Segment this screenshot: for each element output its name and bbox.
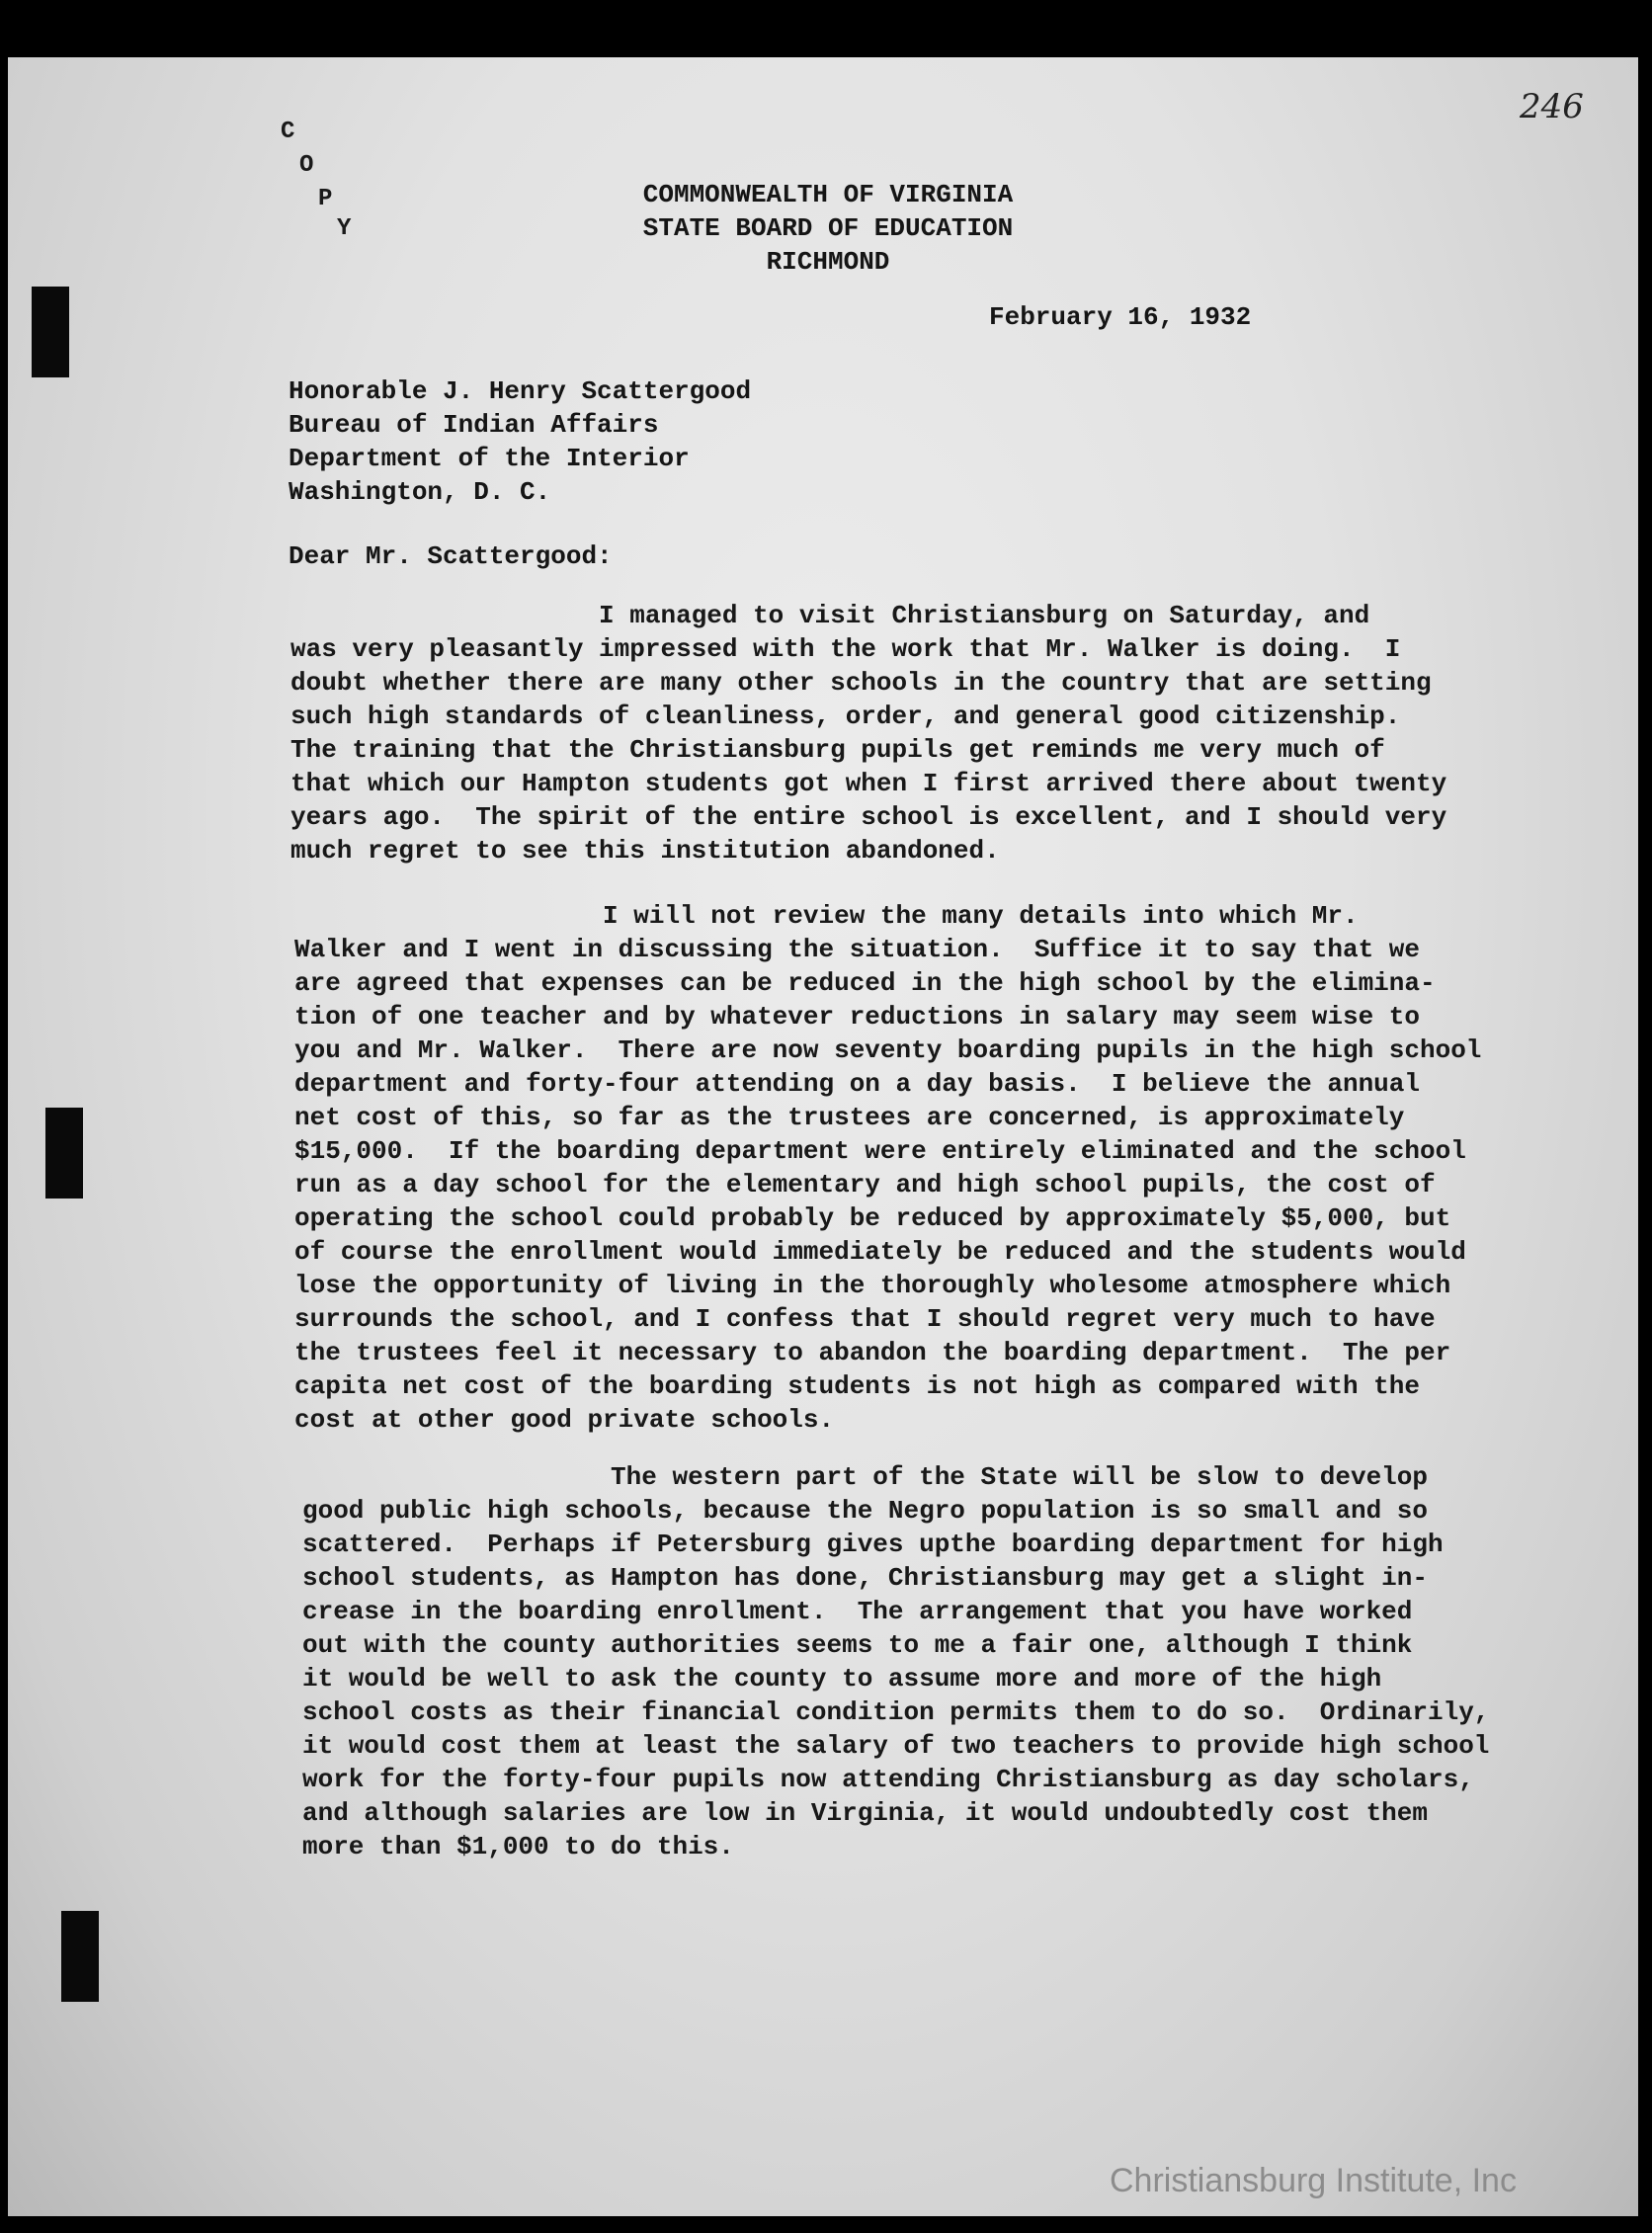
text-line: run as a day school for the elementary and high school pupils, the cost of: [294, 1170, 1436, 1199]
page-number: 246: [1520, 87, 1584, 126]
text-line: The training that the Christiansburg pupils get reminds me very much of: [290, 735, 1385, 765]
paragraph-2: [294, 899, 1559, 1437]
salutation: Dear Mr. Scattergood:: [289, 541, 613, 571]
copy-letter-c: C: [281, 119, 295, 145]
text-line: years ago. The spirit of the entire school is excellent, and I should very: [290, 802, 1447, 832]
letterhead-line: COMMONWEALTH OF VIRGINIA: [642, 180, 1014, 209]
text-line: doubt whether there are many other schools in the country that are setting: [290, 668, 1432, 698]
text-line: Walker and I went in discussing the situation. Suffice it to say that we: [294, 935, 1420, 964]
text-line: much regret to see this institution abandoned.: [290, 836, 1000, 866]
text-line: surrounds the school, and I confess that I should regret very much to have: [294, 1304, 1436, 1334]
letterhead-line: RICHMOND: [766, 247, 890, 277]
text-line: I managed to visit Christiansburg on Saturday, and: [290, 601, 1370, 630]
text-line: school students, as Hampton has done, Christiansburg may get a slight in-: [302, 1563, 1428, 1593]
text-line: it would cost them at least the salary of two teachers to provide high school: [302, 1731, 1490, 1761]
text-line: school costs as their financial condition permits them to do so. Ordinarily,: [302, 1697, 1490, 1727]
text-line: scattered. Perhaps if Petersburg gives upthe boarding department for high: [302, 1530, 1444, 1559]
text-line: that which our Hampton students got when I first arrived there about twenty: [290, 769, 1447, 798]
text-line: the trustees feel it necessary to abandon the boarding department. The per: [294, 1338, 1451, 1367]
text-line: it would be well to ask the county to assume more and more of the high: [302, 1664, 1382, 1694]
letter-page: [8, 57, 1638, 2216]
address-line: Bureau of Indian Affairs: [289, 410, 659, 440]
text-line: more than $1,000 to do this.: [302, 1832, 734, 1861]
punch-hole-middle: [45, 1108, 83, 1199]
text-line: good public high schools, because the Negro population is so small and so: [302, 1496, 1428, 1526]
copy-letter-p: P: [318, 186, 333, 212]
text-line: are agreed that expenses can be reduced in the high school by the elimina-: [294, 968, 1436, 998]
text-line: and although salaries are low in Virginia, it would undoubtedly cost them: [302, 1798, 1428, 1828]
text-line: was very pleasantly impressed with the work that Mr. Walker is doing. I: [290, 634, 1401, 664]
text-line: lose the opportunity of living in the thoroughly wholesome atmosphere which: [294, 1271, 1451, 1300]
text-line: work for the forty-four pupils now attending Christiansburg as day scholars,: [302, 1765, 1474, 1794]
recipient-address: [289, 374, 751, 509]
paragraph-3: [302, 1460, 1567, 1863]
text-line: cost at other good private schools.: [294, 1405, 835, 1435]
text-line: you and Mr. Walker. There are now seventy boarding pupils in the high school: [294, 1035, 1482, 1065]
letter-date: February 16, 1932: [989, 302, 1252, 332]
punch-hole-bottom: [61, 1911, 99, 2002]
text-line: The western part of the State will be slow to develop: [302, 1462, 1428, 1492]
letterhead: [601, 178, 1055, 279]
copy-letter-y: Y: [337, 215, 352, 242]
letterhead-line: STATE BOARD OF EDUCATION: [642, 213, 1014, 243]
punch-hole-top: [32, 287, 69, 377]
address-line: Honorable J. Henry Scattergood: [289, 376, 752, 406]
copy-letter-o: O: [299, 152, 314, 179]
text-line: capita net cost of the boarding students is not high as compared with the: [294, 1371, 1420, 1401]
paragraph-1: [290, 599, 1555, 868]
archive-watermark: Christiansburg Institute, Inc: [1110, 2162, 1517, 2199]
text-line: department and forty-four attending on a day basis. I believe the annual: [294, 1069, 1420, 1099]
address-line: Washington, D. C.: [289, 477, 551, 507]
text-line: crease in the boarding enrollment. The arrangement that you have worked: [302, 1597, 1413, 1626]
text-line: out with the county authorities seems to me a fair one, although I think: [302, 1630, 1413, 1660]
text-line: such high standards of cleanliness, order, and general good citizenship.: [290, 702, 1401, 731]
text-line: net cost of this, so far as the trustees are concerned, is approximately: [294, 1103, 1405, 1132]
text-line: I will not review the many details into which Mr.: [294, 901, 1359, 931]
text-line: $15,000. If the boarding department were entirely eliminated and the school: [294, 1136, 1466, 1166]
address-line: Department of the Interior: [289, 444, 690, 473]
text-line: operating the school could probably be reduced by approximately $5,000, but: [294, 1203, 1451, 1233]
text-line: tion of one teacher and by whatever reductions in salary may seem wise to: [294, 1002, 1420, 1032]
text-line: of course the enrollment would immediately be reduced and the students would: [294, 1237, 1466, 1267]
